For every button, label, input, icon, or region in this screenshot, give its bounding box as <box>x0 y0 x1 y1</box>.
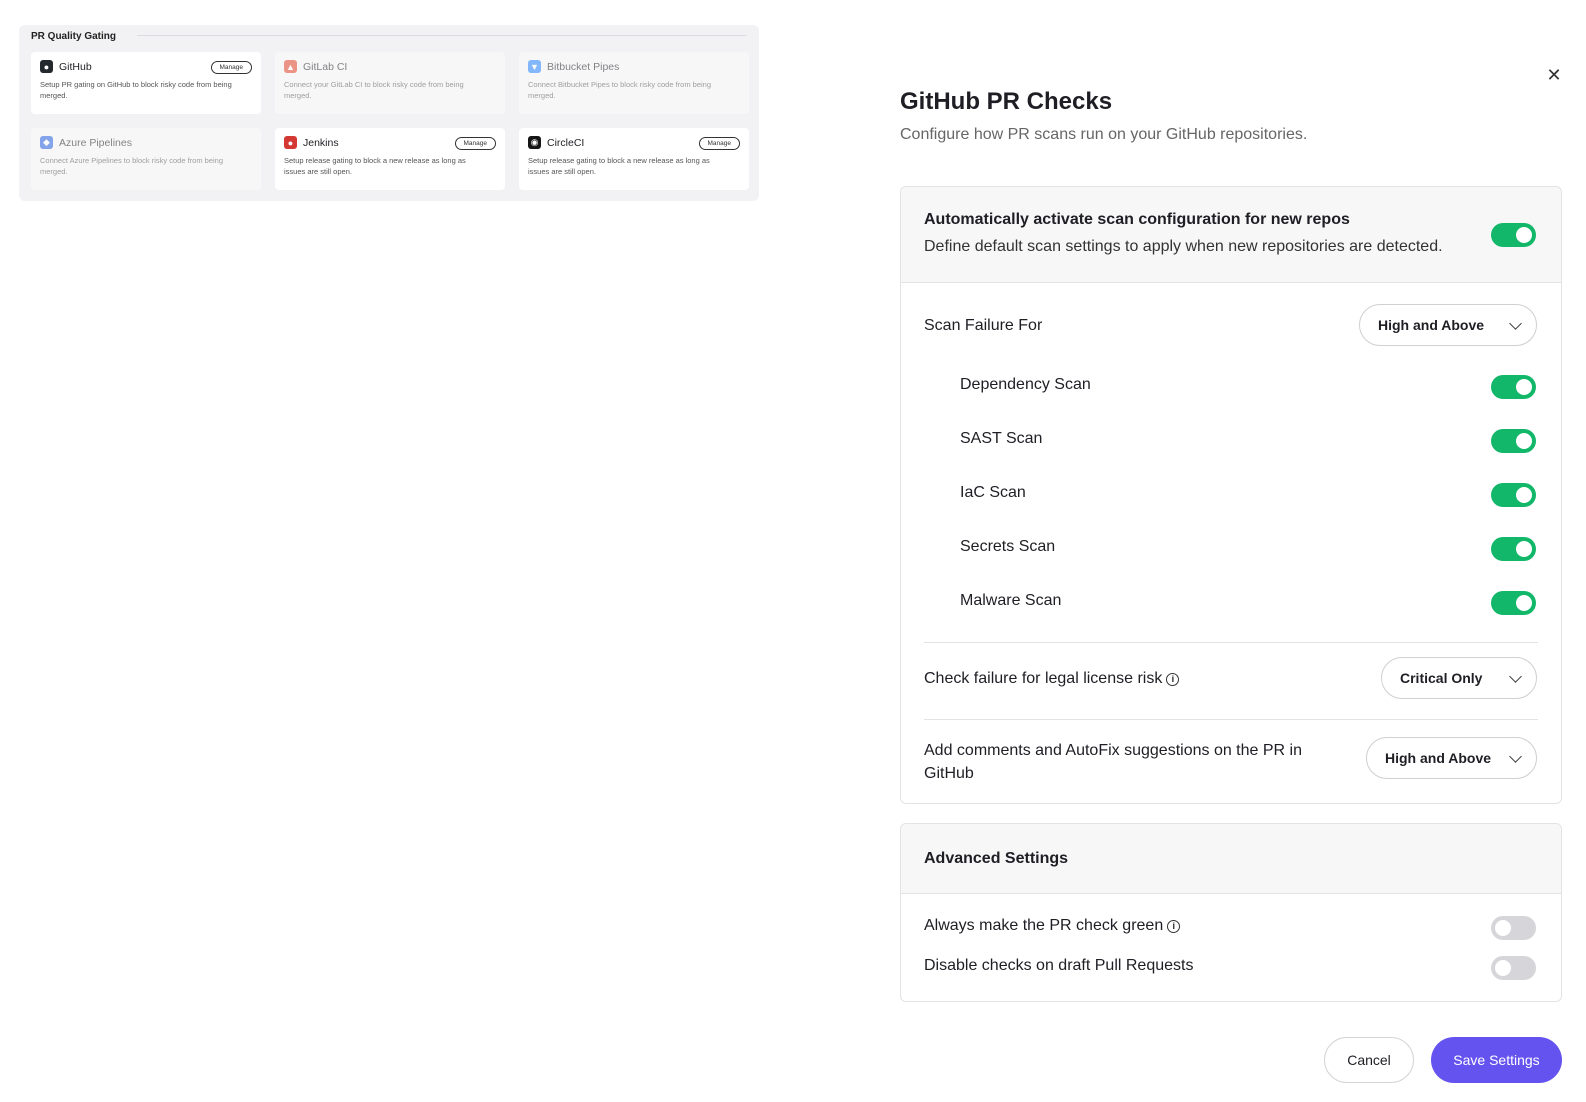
auto-activate-title: Automatically activate scan configuration for new repos <box>924 211 1350 228</box>
card-name: Bitbucket Pipes <box>547 60 620 73</box>
integration-cards <box>31 52 749 190</box>
always-green-text: Always make the PR check green <box>924 917 1164 934</box>
chevron-down-icon <box>1509 670 1522 683</box>
autofix-label-line1: Add comments and AutoFix suggestions on the PR in <box>924 742 1302 759</box>
scan-label-dependency: Dependency Scan <box>960 376 1091 393</box>
autofix-comments-dropdown[interactable] <box>1366 737 1537 779</box>
auto-activate-toggle[interactable] <box>1491 223 1536 247</box>
auto-activate-desc: Define default scan settings to apply when new repositories are detected. <box>924 238 1443 255</box>
card-desc: Connect your GitLab CI to block risky code from being merged. <box>284 80 464 100</box>
divider <box>924 642 1538 643</box>
malware-scan-toggle[interactable] <box>1491 591 1536 615</box>
card-azure[interactable] <box>31 128 261 190</box>
github-icon: ● <box>40 60 53 73</box>
card-desc: Setup release gating to block a new release as long as issues are still open. <box>284 156 466 176</box>
always-green-label <box>924 917 1180 935</box>
gitlab-icon: ▲ <box>284 60 297 73</box>
manage-button[interactable]: Manage <box>699 137 741 150</box>
chevron-down-icon <box>1509 750 1522 763</box>
iac-scan-toggle[interactable] <box>1491 483 1536 507</box>
page-subtitle: Configure how PR scans run on your GitHub repositories. <box>900 126 1308 143</box>
scan-label-sast: SAST Scan <box>960 430 1043 447</box>
manage-button[interactable]: Manage <box>211 61 253 74</box>
save-settings-button[interactable]: Save Settings <box>1431 1037 1562 1083</box>
jenkins-icon: ● <box>284 136 297 149</box>
advanced-settings-title: Advanced Settings <box>901 824 1561 894</box>
card-jenkins[interactable] <box>275 128 505 190</box>
bitbucket-icon: ▼ <box>528 60 541 73</box>
sast-scan-toggle[interactable] <box>1491 429 1536 453</box>
license-risk-label <box>924 670 1179 688</box>
auto-activate-row <box>901 187 1561 283</box>
card-desc: Setup PR gating on GitHub to block risky code from being merged. <box>40 80 232 100</box>
scan-failure-dropdown[interactable] <box>1359 304 1537 346</box>
card-bitbucket[interactable] <box>519 52 749 114</box>
modal-header <box>900 88 1562 144</box>
card-desc: Connect Bitbucket Pipes to block risky code from being merged. <box>528 80 712 100</box>
dropdown-value: High and Above <box>1385 750 1492 766</box>
card-gitlab[interactable] <box>275 52 505 114</box>
section-title: PR Quality Gating <box>31 31 117 42</box>
draft-pr-toggle[interactable] <box>1491 956 1536 980</box>
card-desc: Connect Azure Pipelines to block risky code from being merged. <box>40 156 224 176</box>
circleci-icon: ◉ <box>528 136 541 149</box>
card-name: GitLab CI <box>303 60 348 73</box>
secrets-scan-toggle[interactable] <box>1491 537 1536 561</box>
page-title: GitHub PR Checks <box>900 88 1113 115</box>
scan-label-secrets: Secrets Scan <box>960 538 1056 555</box>
pr-quality-gating-panel <box>19 25 759 201</box>
scan-label-iac: IaC Scan <box>960 484 1026 501</box>
card-name: CircleCI <box>547 136 585 149</box>
card-name: Jenkins <box>303 136 339 149</box>
scan-failure-label: Scan Failure For <box>924 317 1043 334</box>
card-desc: Setup release gating to block a new release as long as issues are still open. <box>528 156 710 176</box>
scan-settings-card <box>900 186 1562 804</box>
azure-icon: ◆ <box>40 136 53 149</box>
autofix-label-line2: GitHub <box>924 765 974 782</box>
cancel-button[interactable]: Cancel <box>1324 1037 1414 1083</box>
card-circleci[interactable] <box>519 128 749 190</box>
always-green-toggle[interactable] <box>1491 916 1536 940</box>
manage-button[interactable]: Manage <box>455 137 497 150</box>
divider <box>137 35 747 36</box>
dropdown-value: High and Above <box>1378 317 1485 333</box>
license-risk-text: Check failure for legal license risk <box>924 670 1163 687</box>
card-name: GitHub <box>59 60 92 73</box>
autofix-comments-label <box>924 739 1302 785</box>
advanced-settings-card <box>900 823 1562 1002</box>
dependency-scan-toggle[interactable] <box>1491 375 1536 399</box>
close-icon[interactable]: ✕ <box>1546 65 1562 85</box>
license-risk-dropdown[interactable] <box>1381 657 1537 699</box>
info-icon[interactable]: i <box>1167 920 1180 933</box>
draft-pr-label: Disable checks on draft Pull Requests <box>924 957 1194 974</box>
card-github[interactable] <box>31 52 261 114</box>
divider <box>924 719 1538 720</box>
info-icon[interactable]: i <box>1166 673 1179 686</box>
scan-label-malware: Malware Scan <box>960 592 1062 609</box>
card-name: Azure Pipelines <box>59 136 132 149</box>
dropdown-value: Critical Only <box>1400 670 1483 686</box>
chevron-down-icon <box>1509 317 1522 330</box>
